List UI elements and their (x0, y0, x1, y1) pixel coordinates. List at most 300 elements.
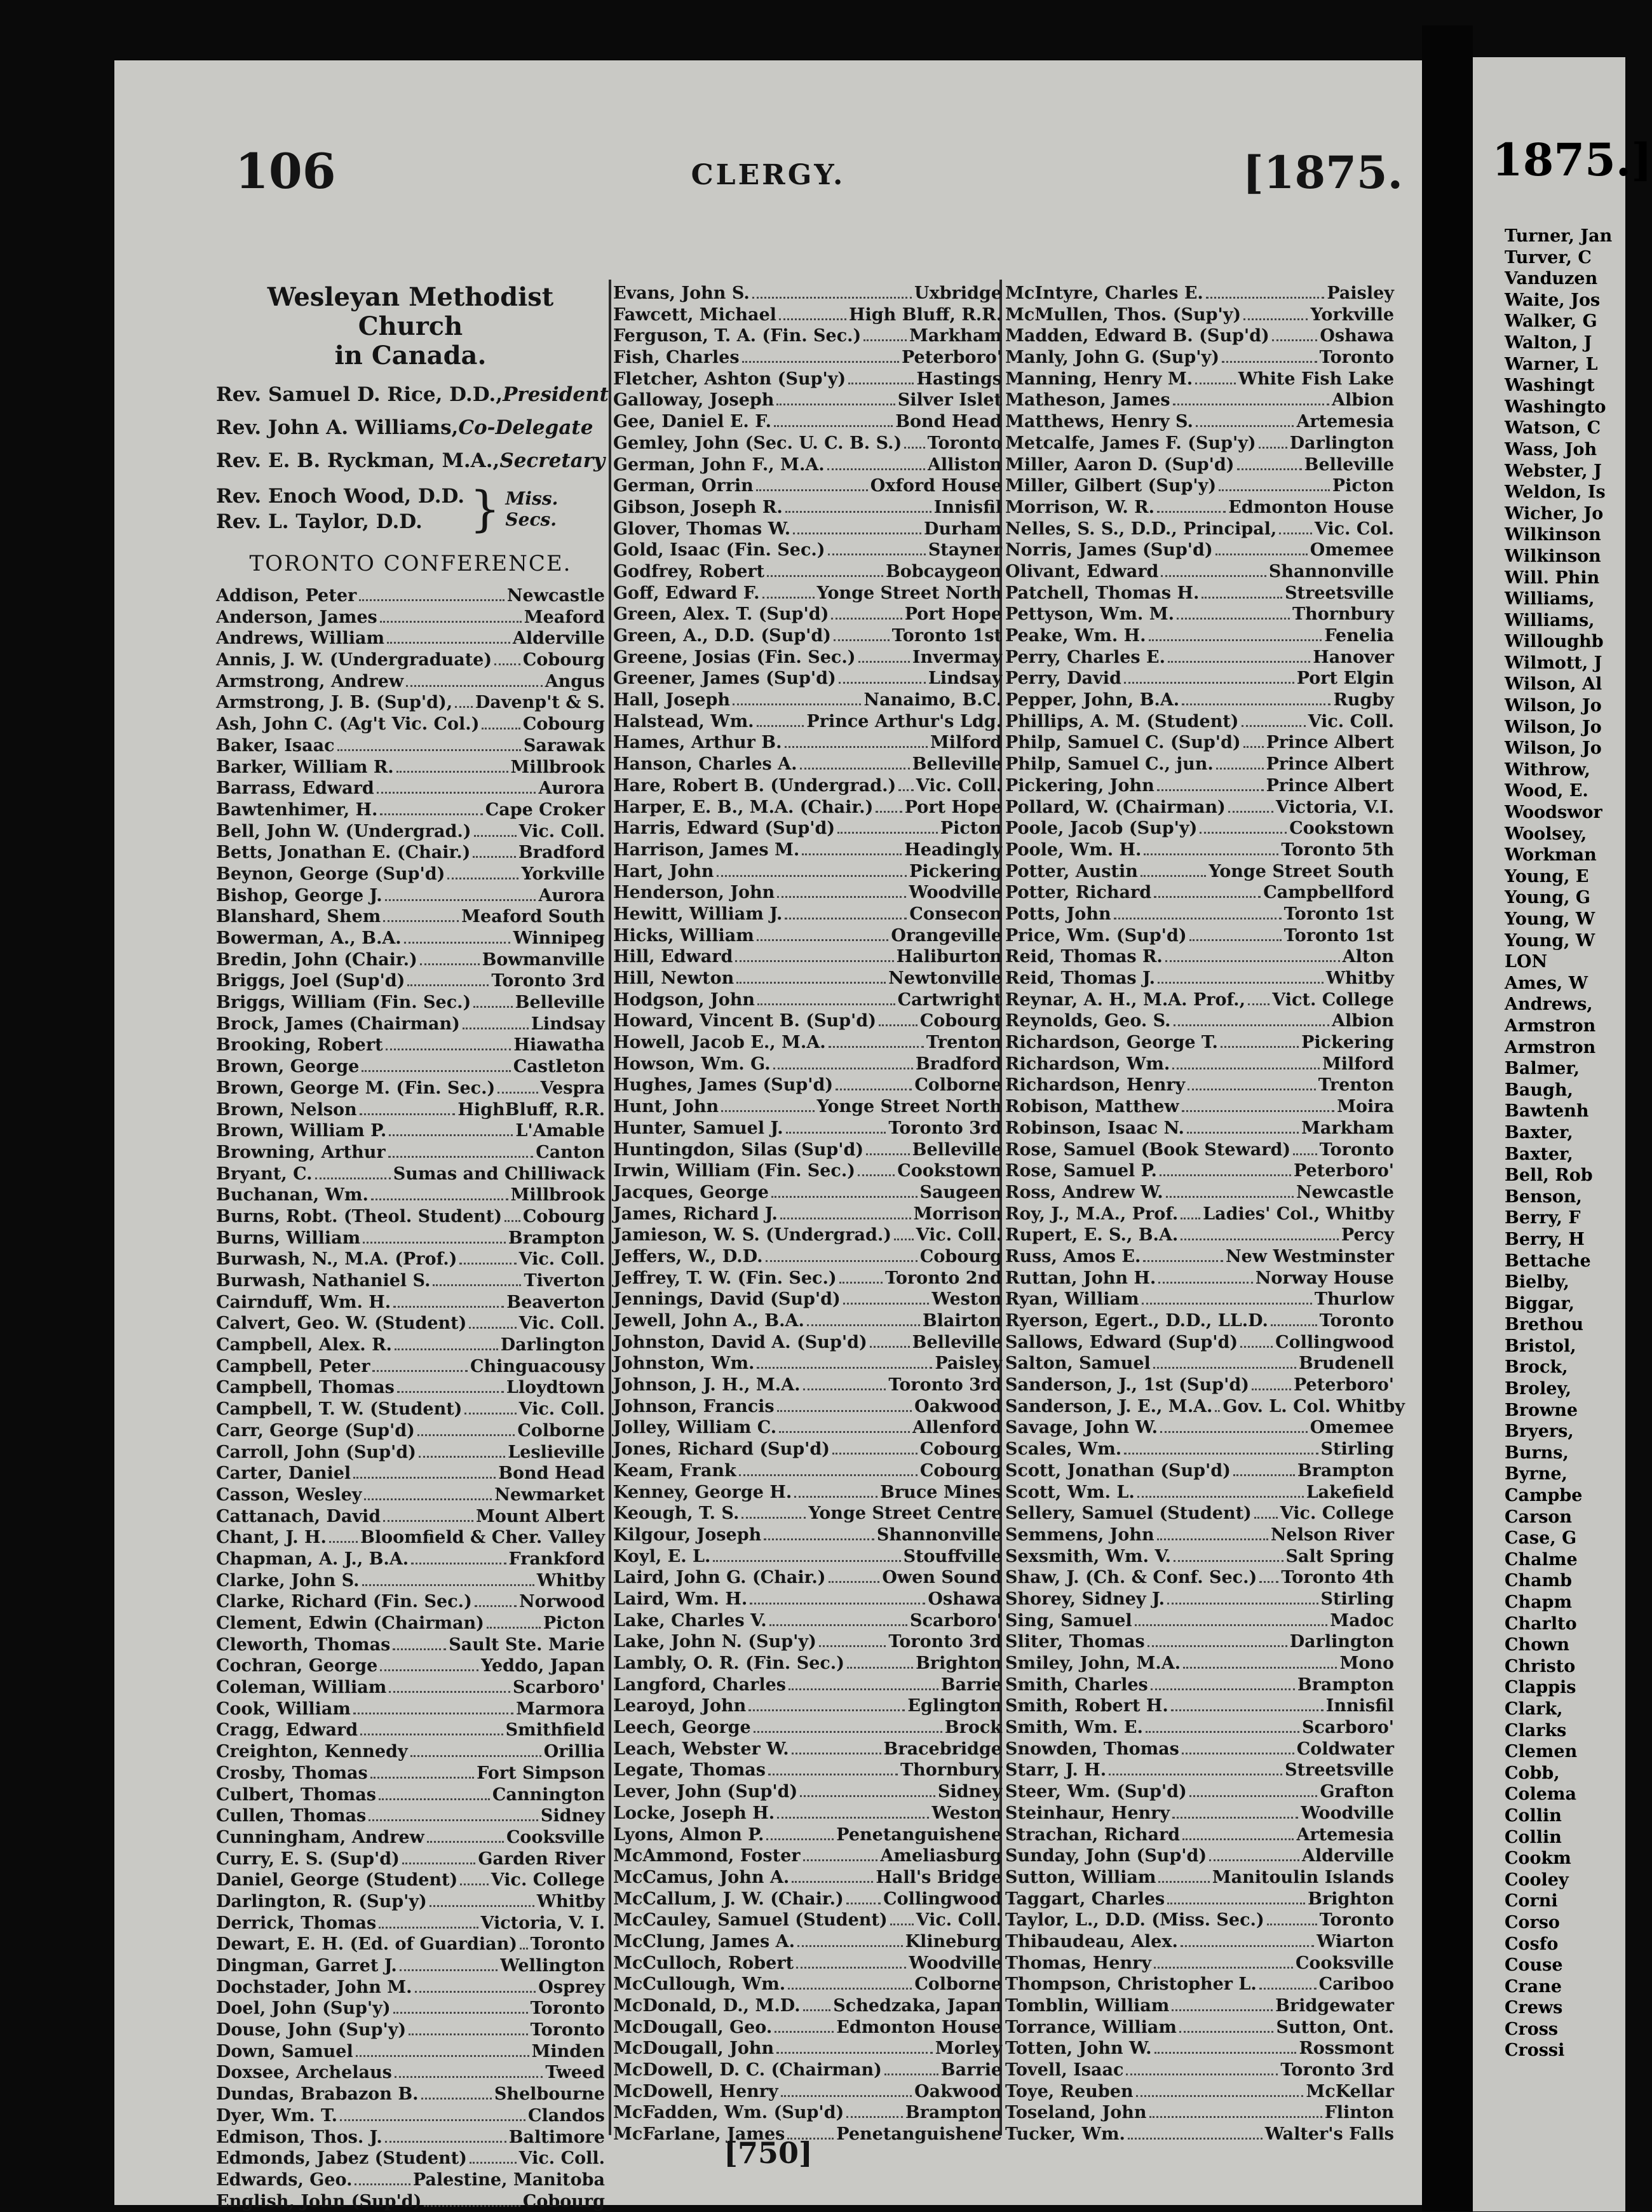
dot-leader (407, 984, 489, 986)
clergy-entry (1005, 539, 1394, 561)
clergy-station: Brampton (508, 1228, 605, 1248)
adjacent-entry: Cobb, (1505, 1763, 1560, 1783)
dot-leader (372, 1370, 468, 1372)
dot-leader (1182, 1753, 1294, 1754)
clergy-name: Sanderson, J., 1st (Sup'd) (1005, 1375, 1249, 1395)
adjacent-entry: Young, W (1505, 930, 1595, 951)
clergy-station: Darlington (500, 1335, 605, 1355)
clergy-name: Burwash, Nathaniel S. (216, 1271, 431, 1291)
clergy-entry (1005, 1867, 1394, 1889)
clergy-entry (613, 2017, 1002, 2039)
clergy-station: Darlington (1289, 433, 1394, 453)
adjacent-page-year: 1875.] (1492, 133, 1652, 186)
clergy-name: Miller, Aaron D. (Sup'd) (1005, 454, 1235, 475)
dot-leader (363, 1242, 506, 1244)
clergy-station: Barrie (940, 1674, 1002, 1695)
clergy-name: McCamus, John A. (613, 1867, 790, 1887)
dot-leader (876, 811, 902, 813)
clergy-station: Bloomfield & Cher. Valley (360, 1528, 605, 1548)
dot-leader (1189, 939, 1282, 941)
clergy-name: Shorey, Sidney J. (1005, 1589, 1165, 1609)
dot-leader (785, 511, 931, 513)
adjacent-entry: Willoughb (1505, 632, 1604, 652)
clergy-name: Edmison, Thos. J. (216, 2127, 383, 2147)
clergy-entry (216, 928, 605, 949)
clergy-entry (1005, 1953, 1394, 1974)
adjacent-entry: Wilson, Jo (1505, 696, 1602, 716)
adjacent-entry: Crossi (1505, 2040, 1565, 2061)
clergy-station: Yonge Street Centre (808, 1503, 1002, 1524)
clergy-entry (216, 1998, 605, 2019)
clergy-station: Frankford (508, 1549, 605, 1569)
dot-leader (473, 856, 515, 858)
dot-leader (1216, 768, 1264, 770)
clergy-station: Belleville (515, 993, 605, 1013)
dot-leader (827, 468, 925, 470)
clergy-name: Briggs, Joel (Sup'd) (216, 971, 405, 991)
clergy-name: Price, Wm. (Sup'd) (1005, 925, 1187, 946)
clergy-entry (613, 1653, 1002, 1674)
dot-leader (1141, 875, 1206, 877)
clergy-station: Clandos (528, 2105, 605, 2126)
clergy-name: Scott, Jonathan (Sup'd) (1005, 1460, 1231, 1481)
dot-leader (1109, 1774, 1282, 1775)
dot-leader (1172, 1068, 1320, 1069)
clergy-name: James, Richard J. (613, 1204, 778, 1224)
clergy-station: Meaford (524, 607, 605, 627)
clergy-station: Winnipeg (513, 928, 605, 948)
dot-leader (1148, 1645, 1287, 1647)
clergy-entry (613, 1695, 1002, 1717)
adjacent-entry: Crews (1505, 1998, 1563, 2018)
adjacent-entry: Baugh, (1505, 1080, 1573, 1100)
clergy-name: Brown, Nelson (216, 1099, 357, 1120)
adjacent-entry: Case, G (1505, 1528, 1577, 1549)
dot-leader (1271, 1324, 1317, 1326)
dot-leader (1279, 533, 1312, 534)
clergy-station: Toronto (1319, 348, 1394, 368)
clergy-name: Tucker, Wm. (1005, 2124, 1125, 2145)
clergy-name: Sutton, William (1005, 1867, 1156, 1887)
clergy-entry (1005, 1974, 1394, 1995)
clergy-station: Alliston (927, 454, 1002, 475)
clergy-name: Douse, John (Sup'y) (216, 2020, 407, 2040)
adjacent-entry: LON (1505, 952, 1548, 972)
clergy-entry (1005, 1503, 1394, 1524)
clergy-station: Sutton, Ont. (1276, 2017, 1394, 2037)
clergy-entry (216, 714, 605, 735)
clergy-entry (613, 325, 1002, 347)
dot-leader (750, 1603, 925, 1605)
dot-leader (355, 2183, 410, 2185)
clergy-station: Newtonville (888, 968, 1002, 988)
adjacent-entry: Carson (1505, 1507, 1573, 1527)
clergy-station: Toronto (927, 433, 1002, 453)
clergy-name: Daniel, George (Student) (216, 1870, 458, 1890)
missionary-secretary-2: Rev. L. Taylor, D.D. (216, 510, 423, 533)
clergy-entry (1005, 433, 1394, 454)
clergy-name: Jamieson, W. S. (Undergrad.) (613, 1225, 892, 1245)
dot-leader (764, 1538, 874, 1540)
clergy-entry (1005, 1204, 1394, 1225)
adjacent-entry: Weldon, Is (1505, 482, 1606, 503)
clergy-entry (216, 1527, 605, 1549)
dot-leader (455, 706, 473, 708)
clergy-name: Campbell, Peter (216, 1356, 370, 1376)
clergy-name: Edwards, Geo. (216, 2169, 353, 2190)
dot-leader (839, 1282, 883, 1284)
clergy-name: Armstrong, Andrew (216, 671, 404, 691)
clergy-name: Bredin, John (Chair.) (216, 949, 417, 970)
dot-leader (1166, 1196, 1294, 1198)
dot-leader (475, 1605, 517, 1607)
adjacent-entry: Bryers, (1505, 1422, 1574, 1442)
clergy-name: Howard, Vincent B. (Sup'd) (613, 1011, 876, 1031)
clergy-name: Bowerman, A., B.A. (216, 928, 402, 948)
clergy-name: Russ, Amos E. (1005, 1246, 1141, 1266)
adjacent-entry: Williams, (1505, 589, 1595, 609)
dot-leader (473, 1006, 512, 1008)
clergy-station: Paisley (1327, 283, 1394, 303)
dot-leader (803, 2009, 831, 2011)
clergy-station: Owen Sound (882, 1568, 1002, 1588)
clergy-entry (613, 797, 1002, 818)
clergy-station: Lakefield (1306, 1482, 1394, 1502)
clergy-station: Bridgewater (1275, 1996, 1394, 2016)
clergy-entry (613, 1417, 1002, 1439)
adjacent-entry: Withrow, (1505, 759, 1590, 780)
clergy-entry (613, 454, 1002, 476)
clergy-name: Lyons, Almon P. (613, 1824, 764, 1845)
clergy-entry (613, 989, 1002, 1011)
adjacent-entry: Armstron (1505, 1015, 1596, 1036)
clergy-name: Edmonds, Jabez (Student) (216, 2148, 467, 2169)
clergy-name: Dingman, Garret J. (216, 1956, 397, 1976)
dot-leader (393, 1648, 446, 1650)
adjacent-entry: Wilson, Al (1505, 674, 1602, 695)
clergy-name: Laird, John G. (Chair.) (613, 1568, 826, 1588)
clergy-entry (216, 992, 605, 1014)
adjacent-entry: Ames, W (1505, 973, 1588, 993)
clergy-station: Prince Arthur's Ldg. (806, 711, 1002, 731)
clergy-station: Paisley (935, 1354, 1002, 1374)
clergy-station: Millbrook (510, 1185, 605, 1205)
clergy-entry (1005, 1760, 1394, 1781)
clergy-name: Brown, William P. (216, 1121, 387, 1141)
clergy-name: Ross, Andrew W. (1005, 1182, 1163, 1202)
dot-leader (380, 1669, 478, 1671)
dot-leader (389, 1691, 510, 1693)
clergy-entry (1005, 411, 1394, 433)
clergy-station: Bond Head (498, 1463, 605, 1484)
clergy-name: Culbert, Thomas (216, 1784, 376, 1805)
clergy-station: Cooksville (1295, 1953, 1394, 1973)
clergy-name: Briggs, William (Fin. Sec.) (216, 993, 471, 1013)
clergy-entry (613, 1204, 1002, 1225)
clergy-station: Belleville (912, 1332, 1002, 1352)
dot-leader (1173, 404, 1329, 405)
adjacent-entry: Turver, C (1505, 247, 1592, 268)
clergy-station: Stayner (928, 540, 1002, 560)
adjacent-entry: Young, G (1505, 888, 1590, 908)
clergy-name: McDonald, D., M.D. (613, 1996, 801, 2016)
clergy-entry (1005, 1910, 1394, 1931)
clergy-station: Blairton (922, 1311, 1002, 1331)
brace-glyph: } (470, 480, 501, 537)
adjacent-entry: Waite, Jos (1505, 290, 1601, 310)
clergy-station: Consecon (909, 904, 1002, 924)
clergy-entry (613, 1803, 1002, 1824)
clergy-entry (613, 904, 1002, 925)
clergy-entry (216, 1334, 605, 1356)
clergy-name: Keough, T. S. (613, 1503, 740, 1524)
clergy-name: Philp, Samuel C., jun. (1005, 754, 1214, 775)
clergy-entry (613, 1054, 1002, 1075)
dot-leader (1174, 1024, 1329, 1026)
clergy-name: Casson, Wesley (216, 1484, 362, 1505)
dot-leader (1240, 1346, 1273, 1348)
clergy-name: Tovell, Isaac (1005, 2060, 1124, 2080)
clergy-station: Morley (935, 2039, 1002, 2059)
clergy-station: Innisfil (1325, 1696, 1394, 1716)
clergy-entry (613, 689, 1002, 711)
clergy-entry (613, 1396, 1002, 1418)
adjacent-entry: Warner, L (1505, 354, 1598, 374)
clergy-entry (613, 1118, 1002, 1139)
clergy-station: Woodville (909, 1953, 1002, 1973)
clergy-station: Eglington (907, 1696, 1002, 1716)
dot-leader (383, 1520, 473, 1522)
clergy-entry (216, 1955, 605, 1977)
clergy-entry (1005, 711, 1394, 733)
dot-leader (1146, 1731, 1299, 1733)
dot-leader (380, 621, 522, 623)
adjacent-entry: Brock, (1505, 1357, 1568, 1378)
clergy-entry (1005, 1353, 1394, 1374)
clergy-name: Perry, Charles E. (1005, 647, 1165, 667)
dot-leader (757, 1367, 932, 1369)
clergy-station: Peterboro' (1293, 1161, 1394, 1181)
clergy-name: Crosby, Thomas (216, 1763, 368, 1783)
clergy-name: Fawcett, Michael (613, 304, 776, 325)
clergy-name: Sunday, John (Sup'd) (1005, 1846, 1207, 1866)
dot-leader (773, 1068, 913, 1069)
church-subtitle: in Canada. (334, 341, 487, 370)
clergy-name: Dyer, Wm. T. (216, 2105, 338, 2126)
clergy-name: Jacques, George (613, 1182, 769, 1202)
clergy-entry (1005, 475, 1394, 497)
clergy-station: Barrie (940, 2060, 1002, 2080)
dot-leader (789, 1688, 938, 1690)
clergy-entry (216, 949, 605, 971)
clergy-station: Yonge Street North (816, 583, 1002, 603)
dot-leader (769, 1624, 907, 1626)
clergy-station: Port Hope (904, 604, 1002, 625)
clergy-entry (1005, 1139, 1394, 1161)
clergy-entry (1005, 390, 1394, 411)
clergy-entry (1005, 325, 1394, 347)
clergy-name: Halstead, Wm. (613, 711, 754, 731)
clergy-entry (1005, 583, 1394, 604)
page-footer: [750] (724, 2136, 813, 2170)
clergy-name: Cullen, Thomas (216, 1806, 367, 1826)
clergy-entry (216, 1634, 605, 1656)
clergy-station: High Bluff, R.R. (848, 304, 1002, 325)
adjacent-entry: Wood, E. (1505, 781, 1588, 801)
dot-leader (400, 1969, 498, 1971)
clergy-entry (1005, 1695, 1394, 1717)
clergy-entry (1005, 1717, 1394, 1739)
clergy-name: Rose, Samuel P. (1005, 1161, 1157, 1181)
clergy-station: Invermay (912, 647, 1002, 667)
dot-leader (1136, 2095, 1304, 2097)
clergy-entry (1005, 1075, 1394, 1096)
dot-leader (393, 2012, 528, 2014)
clergy-name: Manly, John G. (Sup'y) (1005, 348, 1220, 368)
dot-leader (1259, 1988, 1317, 1990)
clergy-entry (613, 1503, 1002, 1524)
dot-leader (1243, 746, 1264, 748)
clergy-station: Hiawatha (513, 1035, 605, 1055)
dot-leader (340, 2119, 525, 2121)
clergy-station: Colborne (517, 1420, 605, 1441)
clergy-entry (1005, 2017, 1394, 2039)
church-title: Wesleyan Methodist Church (267, 282, 554, 341)
clergy-name: Coleman, William (216, 1678, 387, 1698)
clergy-station: Alton (1342, 947, 1394, 967)
clergy-name: Starr, J. H. (1005, 1760, 1107, 1781)
dot-leader (459, 1263, 516, 1265)
clergy-entry (613, 1824, 1002, 1846)
clergy-station: Weston (931, 1803, 1002, 1823)
clergy-station: Belleville (1304, 454, 1394, 475)
clergy-name: Creighton, Kennedy (216, 1742, 408, 1762)
clergy-entry (613, 839, 1002, 861)
dot-leader (866, 1153, 910, 1155)
clergy-name: McClung, James A. (613, 1931, 795, 1951)
header-year: [1875. (1242, 146, 1403, 199)
dot-leader (1160, 1174, 1291, 1176)
clergy-station: Toronto 1st (891, 626, 1002, 646)
clergy-name: Toye, Reuben (1005, 2081, 1134, 2101)
clergy-entry (613, 433, 1002, 454)
dot-leader (396, 771, 508, 773)
clergy-entry (1005, 989, 1394, 1011)
clergy-station: Cartwright (897, 989, 1002, 1010)
dot-leader (777, 1410, 912, 1412)
clergy-name: Savage, John W. (1005, 1418, 1158, 1438)
clergy-entry (613, 1674, 1002, 1696)
adjacent-entry: Woolsey, (1505, 824, 1587, 844)
adjacent-entry: Charlto (1505, 1613, 1577, 1634)
clergy-station: Vic. College (1280, 1503, 1394, 1524)
clergy-entry (613, 519, 1002, 540)
clergy-name: Howell, Jacob E., M.A. (613, 1033, 826, 1053)
dot-leader (847, 1667, 913, 1669)
clergy-name: Gee, Daniel E. F. (613, 412, 772, 432)
clergy-station: Toronto 2nd (884, 1268, 1002, 1288)
clergy-name: McFadden, Wm. (Sup'd) (613, 2103, 844, 2123)
clergy-station: Trenton (926, 1033, 1002, 1053)
clergy-entry (216, 1377, 605, 1399)
dot-leader (1259, 447, 1287, 449)
clergy-station: Campbellford (1263, 883, 1394, 903)
dot-leader (802, 853, 902, 855)
clergy-entry (1005, 1889, 1394, 1910)
dot-leader (315, 1177, 391, 1179)
officer-role: Secretary (499, 449, 606, 472)
clergy-entry (216, 1120, 605, 1142)
adjacent-entry: Bristol, (1505, 1336, 1576, 1356)
clergy-entry (613, 647, 1002, 668)
dot-leader (1242, 725, 1306, 727)
clergy-station: Bradford (518, 843, 605, 863)
clergy-name: Morrison, W. R. (1005, 497, 1154, 517)
clergy-station: Toronto 4th (1281, 1568, 1394, 1588)
clergy-name: Hodgson, John (613, 989, 755, 1010)
clergy-name: Brooking, Robert (216, 1035, 383, 1055)
clergy-name: Ruttan, John H. (1005, 1268, 1156, 1288)
dot-leader (1181, 1218, 1200, 1219)
clergy-entry (1005, 369, 1394, 390)
clergy-station: Cobourg (919, 1460, 1002, 1481)
clergy-name: Learoyd, John (613, 1696, 747, 1716)
clergy-station: Milford (930, 733, 1002, 753)
clergy-name: Glover, Thomas W. (613, 519, 791, 539)
dot-leader (1144, 853, 1278, 855)
clergy-entry (613, 968, 1002, 989)
clergy-entry (613, 1460, 1002, 1482)
clergy-station: Prince Albert (1266, 733, 1394, 753)
clergy-name: McDougall, Geo. (613, 2017, 773, 2037)
clergy-name: Evans, John S. (613, 283, 750, 303)
clergy-station: Coldwater (1296, 1739, 1394, 1759)
clergy-entry (1005, 454, 1394, 476)
clergy-station: Hanover (1313, 647, 1394, 667)
clergy-station: Allenford (912, 1418, 1002, 1438)
missionary-label: Miss. Secs. (505, 488, 559, 530)
clergy-entry (613, 583, 1002, 604)
clergy-name: Sing, Samuel (1005, 1610, 1132, 1631)
dot-leader (858, 661, 910, 663)
clergy-entry (216, 692, 605, 714)
clergy-station: Vic. Coll. (518, 821, 605, 841)
clergy-station: Prince Albert (1266, 754, 1394, 775)
clergy-name: Sexsmith, Wm. V. (1005, 1546, 1172, 1566)
clergy-name: Potts, John (1005, 904, 1111, 924)
dot-leader (383, 920, 459, 922)
clergy-name: Rupert, E. S., B.A. (1005, 1225, 1179, 1245)
clergy-station: Penetanguishene (836, 1824, 1002, 1845)
dot-leader (387, 642, 510, 644)
clergy-station: Lindsay (531, 1014, 605, 1034)
dot-leader (884, 2073, 938, 2075)
dot-leader (766, 1260, 917, 1262)
adjacent-entry: Williams, (1505, 610, 1595, 630)
adjacent-entry: Clemen (1505, 1742, 1578, 1762)
clergy-name: Johnston, Wm. (613, 1354, 755, 1374)
clergy-station: Brampton (1297, 1460, 1394, 1481)
dot-leader (879, 1024, 917, 1026)
clergy-entry (1005, 1396, 1405, 1418)
clergy-name: Miller, Gilbert (Sup'y) (1005, 476, 1217, 496)
clergy-name: Barker, William R. (216, 757, 394, 777)
adjacent-entry: Turner, Jan (1505, 226, 1613, 246)
adjacent-entry: Woodswor (1505, 803, 1602, 823)
missionary-secretary-1: Rev. Enoch Wood, D.D. (216, 485, 465, 508)
clergy-station: Sarawak (523, 735, 605, 756)
clergy-name: Smith, Robert H. (1005, 1696, 1168, 1716)
